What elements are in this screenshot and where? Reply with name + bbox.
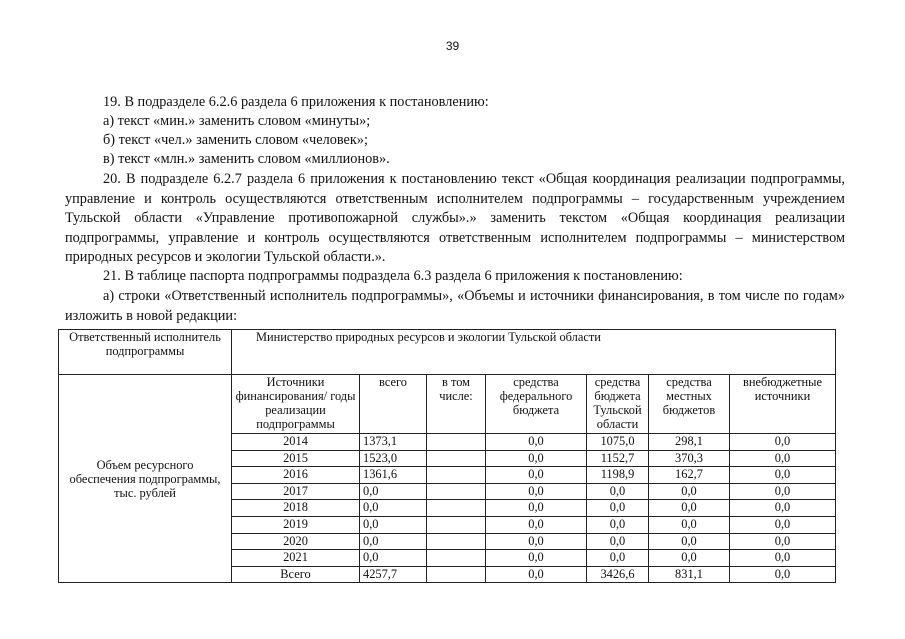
paragraph-19c: в) текст «млн.» заменить словом «миллионов».	[103, 151, 390, 167]
header-including: в том числе:	[427, 375, 486, 434]
local-cell: 370,3	[649, 450, 730, 467]
header-extrabudgetary: внебюджетные источники	[730, 375, 836, 434]
regional-cell: 0,0	[587, 533, 649, 550]
extrabudgetary-cell: 0,0	[730, 467, 836, 484]
local-cell: 0,0	[649, 483, 730, 500]
year-cell-total: Всего	[232, 566, 360, 583]
local-cell: 0,0	[649, 550, 730, 567]
including-cell	[427, 467, 486, 484]
federal-cell: 0,0	[486, 483, 587, 500]
federal-cell: 0,0	[486, 467, 587, 484]
subprogram-passport-table	[58, 329, 836, 583]
federal-cell: 0,0	[486, 434, 587, 451]
extrabudgetary-cell: 0,0	[730, 550, 836, 567]
total-cell: 0,0	[360, 500, 427, 517]
total-cell: 0,0	[360, 483, 427, 500]
extrabudgetary-cell: 0,0	[730, 533, 836, 550]
total-cell: 0,0	[360, 550, 427, 567]
header-regional: средства бюджета Тульской области	[587, 375, 649, 434]
local-cell: 162,7	[649, 467, 730, 484]
regional-cell: 3426,6	[587, 566, 649, 583]
header-local: средства местных бюджетов	[649, 375, 730, 434]
including-cell	[427, 566, 486, 583]
including-cell	[427, 516, 486, 533]
including-cell	[427, 533, 486, 550]
regional-cell: 0,0	[587, 500, 649, 517]
federal-cell: 0,0	[486, 500, 587, 517]
extrabudgetary-cell: 0,0	[730, 566, 836, 583]
federal-cell: 0,0	[486, 533, 587, 550]
paragraph-19: 19. В подразделе 6.2.6 раздела 6 приложения к постановлению:	[103, 94, 489, 110]
total-cell: 1523,0	[360, 450, 427, 467]
including-cell	[427, 500, 486, 517]
total-cell: 1373,1	[360, 434, 427, 451]
header-sources: Источники финансирования/ годы реализации подпрограммы	[232, 375, 360, 434]
regional-cell: 0,0	[587, 483, 649, 500]
year-cell: 2015	[232, 450, 360, 467]
total-cell: 4257,7	[360, 566, 427, 583]
local-cell: 0,0	[649, 516, 730, 533]
regional-cell: 1152,7	[587, 450, 649, 467]
including-cell	[427, 450, 486, 467]
paragraph-21a: а) строки «Ответственный исполнитель подпрограммы», «Объемы и источники финансирования, в том числе по годам» изложить в новой редакции:	[65, 288, 845, 324]
extrabudgetary-cell: 0,0	[730, 450, 836, 467]
extrabudgetary-cell: 0,0	[730, 516, 836, 533]
resource-volume-label: Объем ресурсного обеспечения подпрограммы, тыс. рублей	[59, 375, 232, 583]
regional-cell: 1075,0	[587, 434, 649, 451]
extrabudgetary-cell: 0,0	[730, 500, 836, 517]
year-cell: 2019	[232, 516, 360, 533]
total-cell: 0,0	[360, 533, 427, 550]
federal-cell: 0,0	[486, 450, 587, 467]
local-cell: 831,1	[649, 566, 730, 583]
page-number: 39	[445, 39, 460, 53]
extrabudgetary-cell: 0,0	[730, 483, 836, 500]
paragraph-20: 20. В подразделе 6.2.7 раздела 6 приложения к постановлению текст «Общая координация реализации подпрограммы, управление и контроль осуществляются ответственным исполнителем подпрограммы – государственным учреждением Тульской области «Управление противопожарной службы».» заменить текстом «Общая координация реализации подпрограммы, управление и контроль осуществляются ответственным исполнителем подпрограммы – министерством природных ресурсов и экологии Тульской области.».	[65, 171, 845, 265]
year-cell: 2017	[232, 483, 360, 500]
paragraph-21: 21. В таблице паспорта подпрограммы подраздела 6.3 раздела 6 приложения к постановлению:	[103, 268, 683, 284]
header-federal: средства федерального бюджета	[486, 375, 587, 434]
paragraph-19b: б) текст «чел.» заменить словом «человек»;	[103, 132, 368, 148]
regional-cell: 0,0	[587, 550, 649, 567]
local-cell: 0,0	[649, 533, 730, 550]
including-cell	[427, 550, 486, 567]
header-total: всего	[360, 375, 427, 434]
responsible-executor-value: Министерство природных ресурсов и экологии Тульской области	[232, 330, 836, 375]
total-cell: 0,0	[360, 516, 427, 533]
federal-cell: 0,0	[486, 550, 587, 567]
local-cell: 298,1	[649, 434, 730, 451]
year-cell: 2020	[232, 533, 360, 550]
year-cell: 2016	[232, 467, 360, 484]
regional-cell: 0,0	[587, 516, 649, 533]
year-cell: 2021	[232, 550, 360, 567]
paragraph-19a: а) текст «мин.» заменить словом «минуты»;	[103, 113, 371, 129]
year-cell: 2018	[232, 500, 360, 517]
local-cell: 0,0	[649, 500, 730, 517]
regional-cell: 1198,9	[587, 467, 649, 484]
including-cell	[427, 483, 486, 500]
federal-cell: 0,0	[486, 566, 587, 583]
extrabudgetary-cell: 0,0	[730, 434, 836, 451]
responsible-executor-label: Ответственный исполнитель подпрограммы	[59, 330, 232, 375]
year-cell: 2014	[232, 434, 360, 451]
total-cell: 1361,6	[360, 467, 427, 484]
federal-cell: 0,0	[486, 516, 587, 533]
including-cell	[427, 434, 486, 451]
